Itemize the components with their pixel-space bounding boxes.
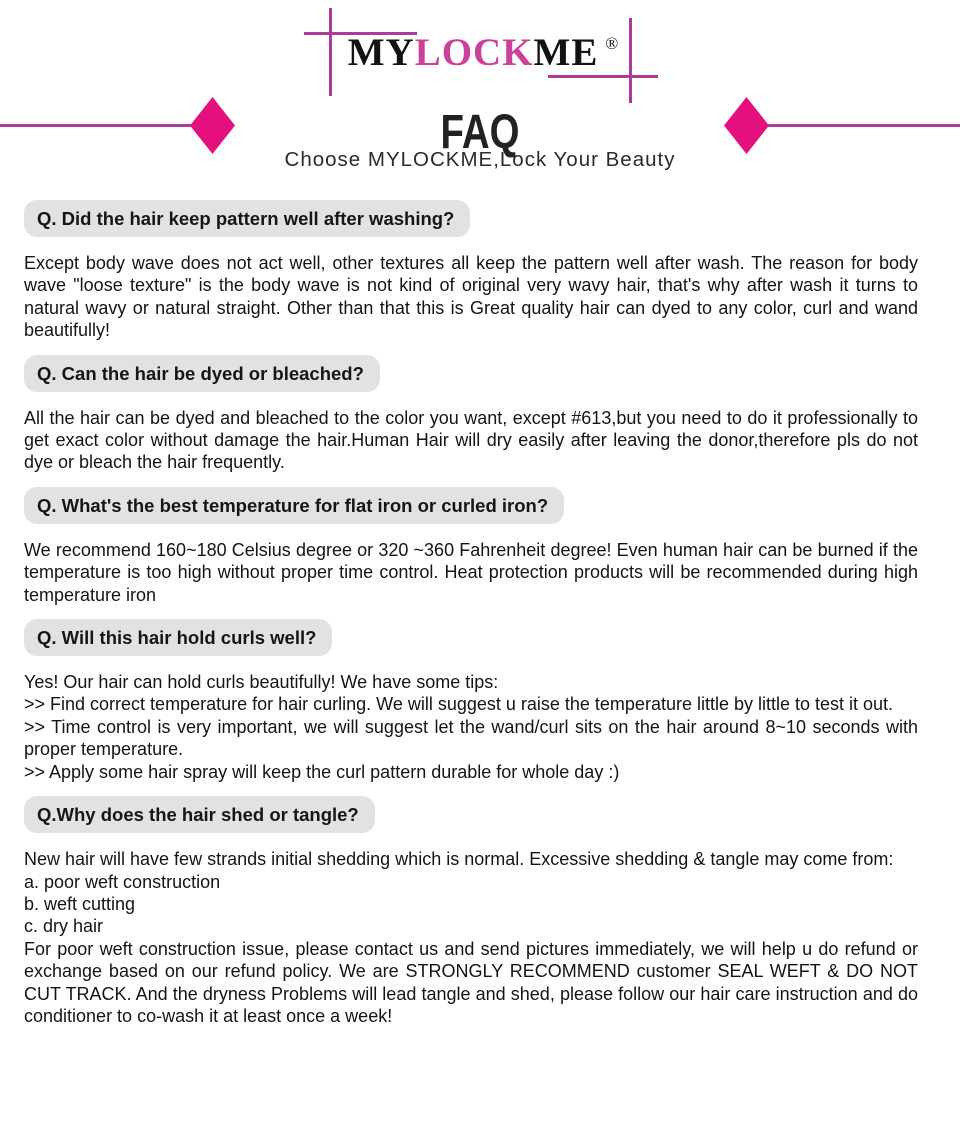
answer-paragraph: >> Find correct temperature for hair curling. We will suggest u raise the temperature little by little to test it out. [24,694,894,715]
answer-text [24,407,918,474]
question-badge: Q. Did the hair keep pattern well after washing? [24,200,470,237]
answer-text [24,848,918,1027]
logo-text-lock: LOCK [414,31,534,74]
faq-item [24,200,918,342]
answer-paragraph: Except body wave does not act well, other textures all keep the pattern well after wash. The reason for body wave "loose texture" is the body wave is not kind of original very wavy hair, that's why after wash it turns to natural wavy or natural straight. Other than that this is Great quality hair can dyed to any color, curl and wand beautifully! [24,253,918,341]
answer-paragraph: All the hair can be dyed and bleached to the color you want, except #613,but you need to do it professionally to get exact color without damage the hair.Human Hair will dry easily after leaving the donor,therefore pls do not dye or bleach the hair frequently. [24,407,918,473]
faq-item [24,619,918,783]
logo-text-me: ME [533,31,599,74]
divider-line-right [767,124,960,127]
answer-text [24,252,918,342]
logo-text-my: MY [347,31,415,74]
answer-text [24,671,918,783]
page-subtitle: Choose MYLOCKME,Lock Your Beauty [284,148,676,171]
answer-paragraph: c. dry hair [24,916,104,937]
question-badge: Q.Why does the hair shed or tangle? [24,796,375,833]
answer-paragraph: >> Time control is very important, we will suggest let the wand/curl sits on the hair around 8~10 seconds with proper temperature. [24,716,918,760]
page-title: FAQ [440,106,520,159]
brand-logo [0,33,960,80]
answer-paragraph: b. weft cutting [24,893,136,914]
question-badge: Q. What's the best temperature for flat iron or curled iron? [24,487,564,524]
faq-list [24,200,918,1040]
question-badge: Q. Can the hair be dyed or bleached? [24,355,380,392]
divider-line-left [0,124,193,127]
faq-item [24,487,918,606]
registered-trademark-icon: ® [605,34,620,53]
answer-paragraph: New hair will have few strands initial shedding which is normal. Excessive shedding & tangle may come from: [24,849,894,870]
faq-item [24,796,918,1027]
answer-paragraph: Yes! Our hair can hold curls beautifully! We have some tips: [24,672,499,693]
answer-text [24,539,918,606]
faq-item [24,355,918,474]
answer-paragraph: We recommend 160~180 Celsius degree or 320 ~360 Fahrenheit degree! Even human hair can be burned if the temperature is too high without proper time control. Heat protection products will be recommended during high temperature iron [24,539,918,605]
answer-paragraph: For poor weft construction issue, please contact us and send pictures immediately, we will help u do refund or exchange based on our refund policy. We are STRONGLY RECOMMEND customer SEAL WEFT & DO NOT CUT TRACK. And the dryness Problems will lead tangle and shed, please follow our hair care instruction and do conditioner to co-wash it at least once a week! [24,938,918,1026]
answer-paragraph: a. poor weft construction [24,871,221,892]
question-badge: Q. Will this hair hold curls well? [24,619,332,656]
answer-paragraph: >> Apply some hair spray will keep the curl pattern durable for whole day :) [24,761,620,782]
